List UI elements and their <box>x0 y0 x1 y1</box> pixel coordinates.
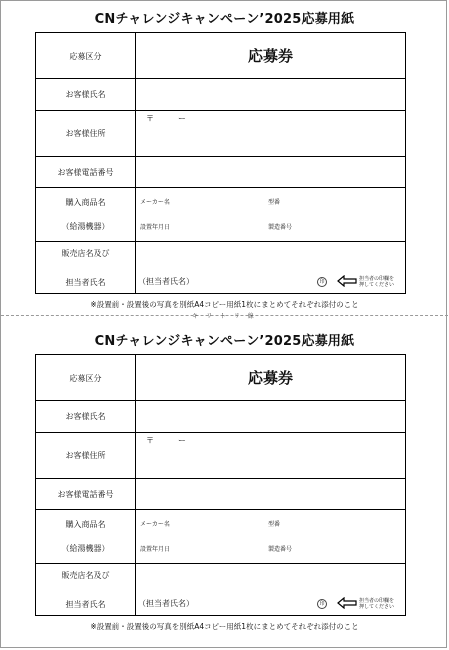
seal-icon: 印 <box>317 277 327 287</box>
form-table <box>35 32 406 294</box>
serial-label: 製造番号 <box>268 224 293 231</box>
left-arrow-icon <box>337 597 357 609</box>
model-label: 型番 <box>268 521 281 528</box>
seal-hint-2: 押してください <box>359 604 395 610</box>
attachment-note: ※設置前・設置後の写真を別紙A4コピー用紙1枚にまとめてそれぞれ添付のこと <box>90 622 359 631</box>
cut-line-label: キ リ ト リ 線 <box>192 313 257 320</box>
label-staff: 担当者氏名 <box>65 278 106 287</box>
label-name: お客様氏名 <box>65 90 106 99</box>
label-store: 販売店名及び <box>61 571 110 580</box>
seal-hint-2: 押してください <box>359 282 395 288</box>
postal-dash: ー <box>178 114 186 123</box>
maker-label: メーカー名 <box>140 199 170 206</box>
form-title: CNチャレンジキャンペーン’2025応募用紙 <box>94 12 355 27</box>
label-name: お客様氏名 <box>65 412 106 421</box>
label-phone: お客様電話番号 <box>57 168 114 177</box>
seal-hint-1: 担当者の印欄を <box>359 276 395 282</box>
install-date-label: 設置年月日 <box>140 546 171 553</box>
postal-dash: ー <box>178 436 186 445</box>
maker-label: メーカー名 <box>140 521 170 528</box>
label-address: お客様住所 <box>65 451 106 460</box>
model-label: 型番 <box>268 199 281 206</box>
label-category: 応募区分 <box>69 52 102 61</box>
postal-mark: 〒 <box>146 114 154 123</box>
label-staff: 担当者氏名 <box>65 600 106 609</box>
label-product: 購入商品名 <box>65 198 106 207</box>
form-title: CNチャレンジキャンペーン’2025応募用紙 <box>94 334 355 349</box>
category-value: 応募券 <box>247 47 293 65</box>
left-arrow-icon <box>337 275 357 287</box>
seal-icon: 印 <box>317 599 327 609</box>
label-product-type: （給湯機器） <box>61 222 110 231</box>
category-value: 応募券 <box>247 369 293 387</box>
staff-name-label: （担当者氏名） <box>138 599 194 608</box>
label-phone: お客様電話番号 <box>57 490 114 499</box>
install-date-label: 設置年月日 <box>140 224 171 231</box>
serial-label: 製造番号 <box>268 546 293 553</box>
staff-name-label: （担当者氏名） <box>138 277 194 286</box>
label-category: 応募区分 <box>69 374 102 383</box>
label-product: 購入商品名 <box>65 520 106 529</box>
attachment-note: ※設置前・設置後の写真を別紙A4コピー用紙1枚にまとめてそれぞれ添付のこと <box>90 300 359 309</box>
postal-mark: 〒 <box>146 436 154 445</box>
form-table <box>35 354 406 616</box>
label-store: 販売店名及び <box>61 249 110 258</box>
label-product-type: （給湯機器） <box>61 544 110 553</box>
seal-hint-1: 担当者の印欄を <box>359 598 395 604</box>
label-address: お客様住所 <box>65 129 106 138</box>
